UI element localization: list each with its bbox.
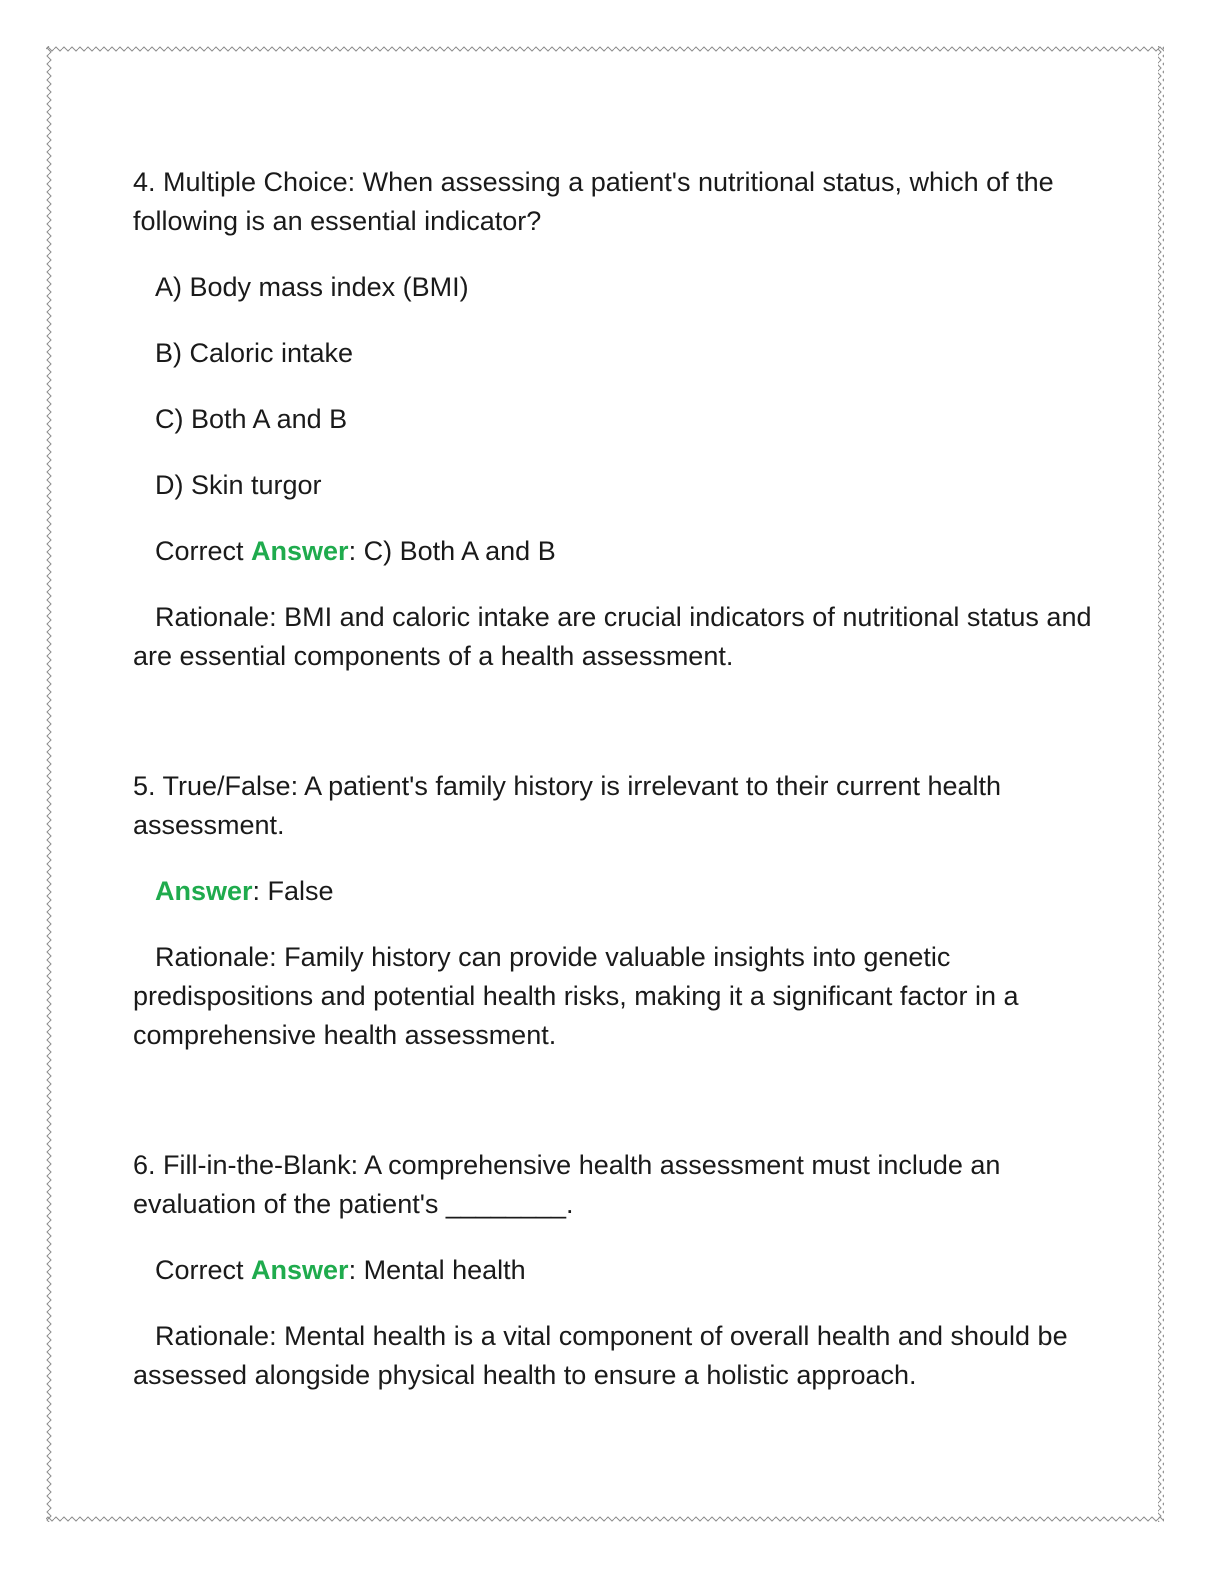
option-b: B) Caloric intake: [155, 338, 354, 368]
answer-prefix: Correct: [155, 1255, 252, 1285]
rationale: Rationale: BMI and caloric intake are crucial indicators of nutritional status and are essential components of a health assessment.: [133, 602, 1092, 671]
question-stem: 6. Fill-in-the-Blank: A comprehensive health assessment must include an evaluation of the patient's ________.: [133, 1150, 1001, 1219]
rationale: Rationale: Mental health is a vital component of overall health and should be assessed alongside physical health to ensure a holistic approach.: [133, 1321, 1068, 1390]
document-body: [133, 163, 1093, 1395]
answer-keyword: Answer: [251, 1255, 349, 1285]
option-d: D) Skin turgor: [155, 470, 322, 500]
question-stem: 5. True/False: A patient's family history is irrelevant to their current health assessment.: [133, 771, 1002, 840]
answer-keyword: Answer: [251, 536, 349, 566]
option-a: A) Body mass index (BMI): [155, 272, 469, 302]
answer-keyword: Answer: [155, 876, 253, 906]
correct-answer-line: [133, 1251, 1093, 1290]
question-stem: 4. Multiple Choice: When assessing a patient's nutritional status, which of the following is an essential indicator?: [133, 167, 1054, 236]
answer-prefix: Correct: [155, 536, 252, 566]
answer-value: : False: [252, 876, 334, 906]
answer-value: : C) Both A and B: [348, 536, 556, 566]
correct-answer-line: [133, 532, 1093, 571]
rationale: Rationale: Family history can provide valuable insights into genetic predispositions and potential health risks, making it a significant factor in a comprehensive health assessment.: [133, 942, 1019, 1050]
correct-answer-line: [133, 872, 1093, 911]
option-c: C) Both A and B: [155, 404, 348, 434]
answer-value: : Mental health: [348, 1255, 526, 1285]
